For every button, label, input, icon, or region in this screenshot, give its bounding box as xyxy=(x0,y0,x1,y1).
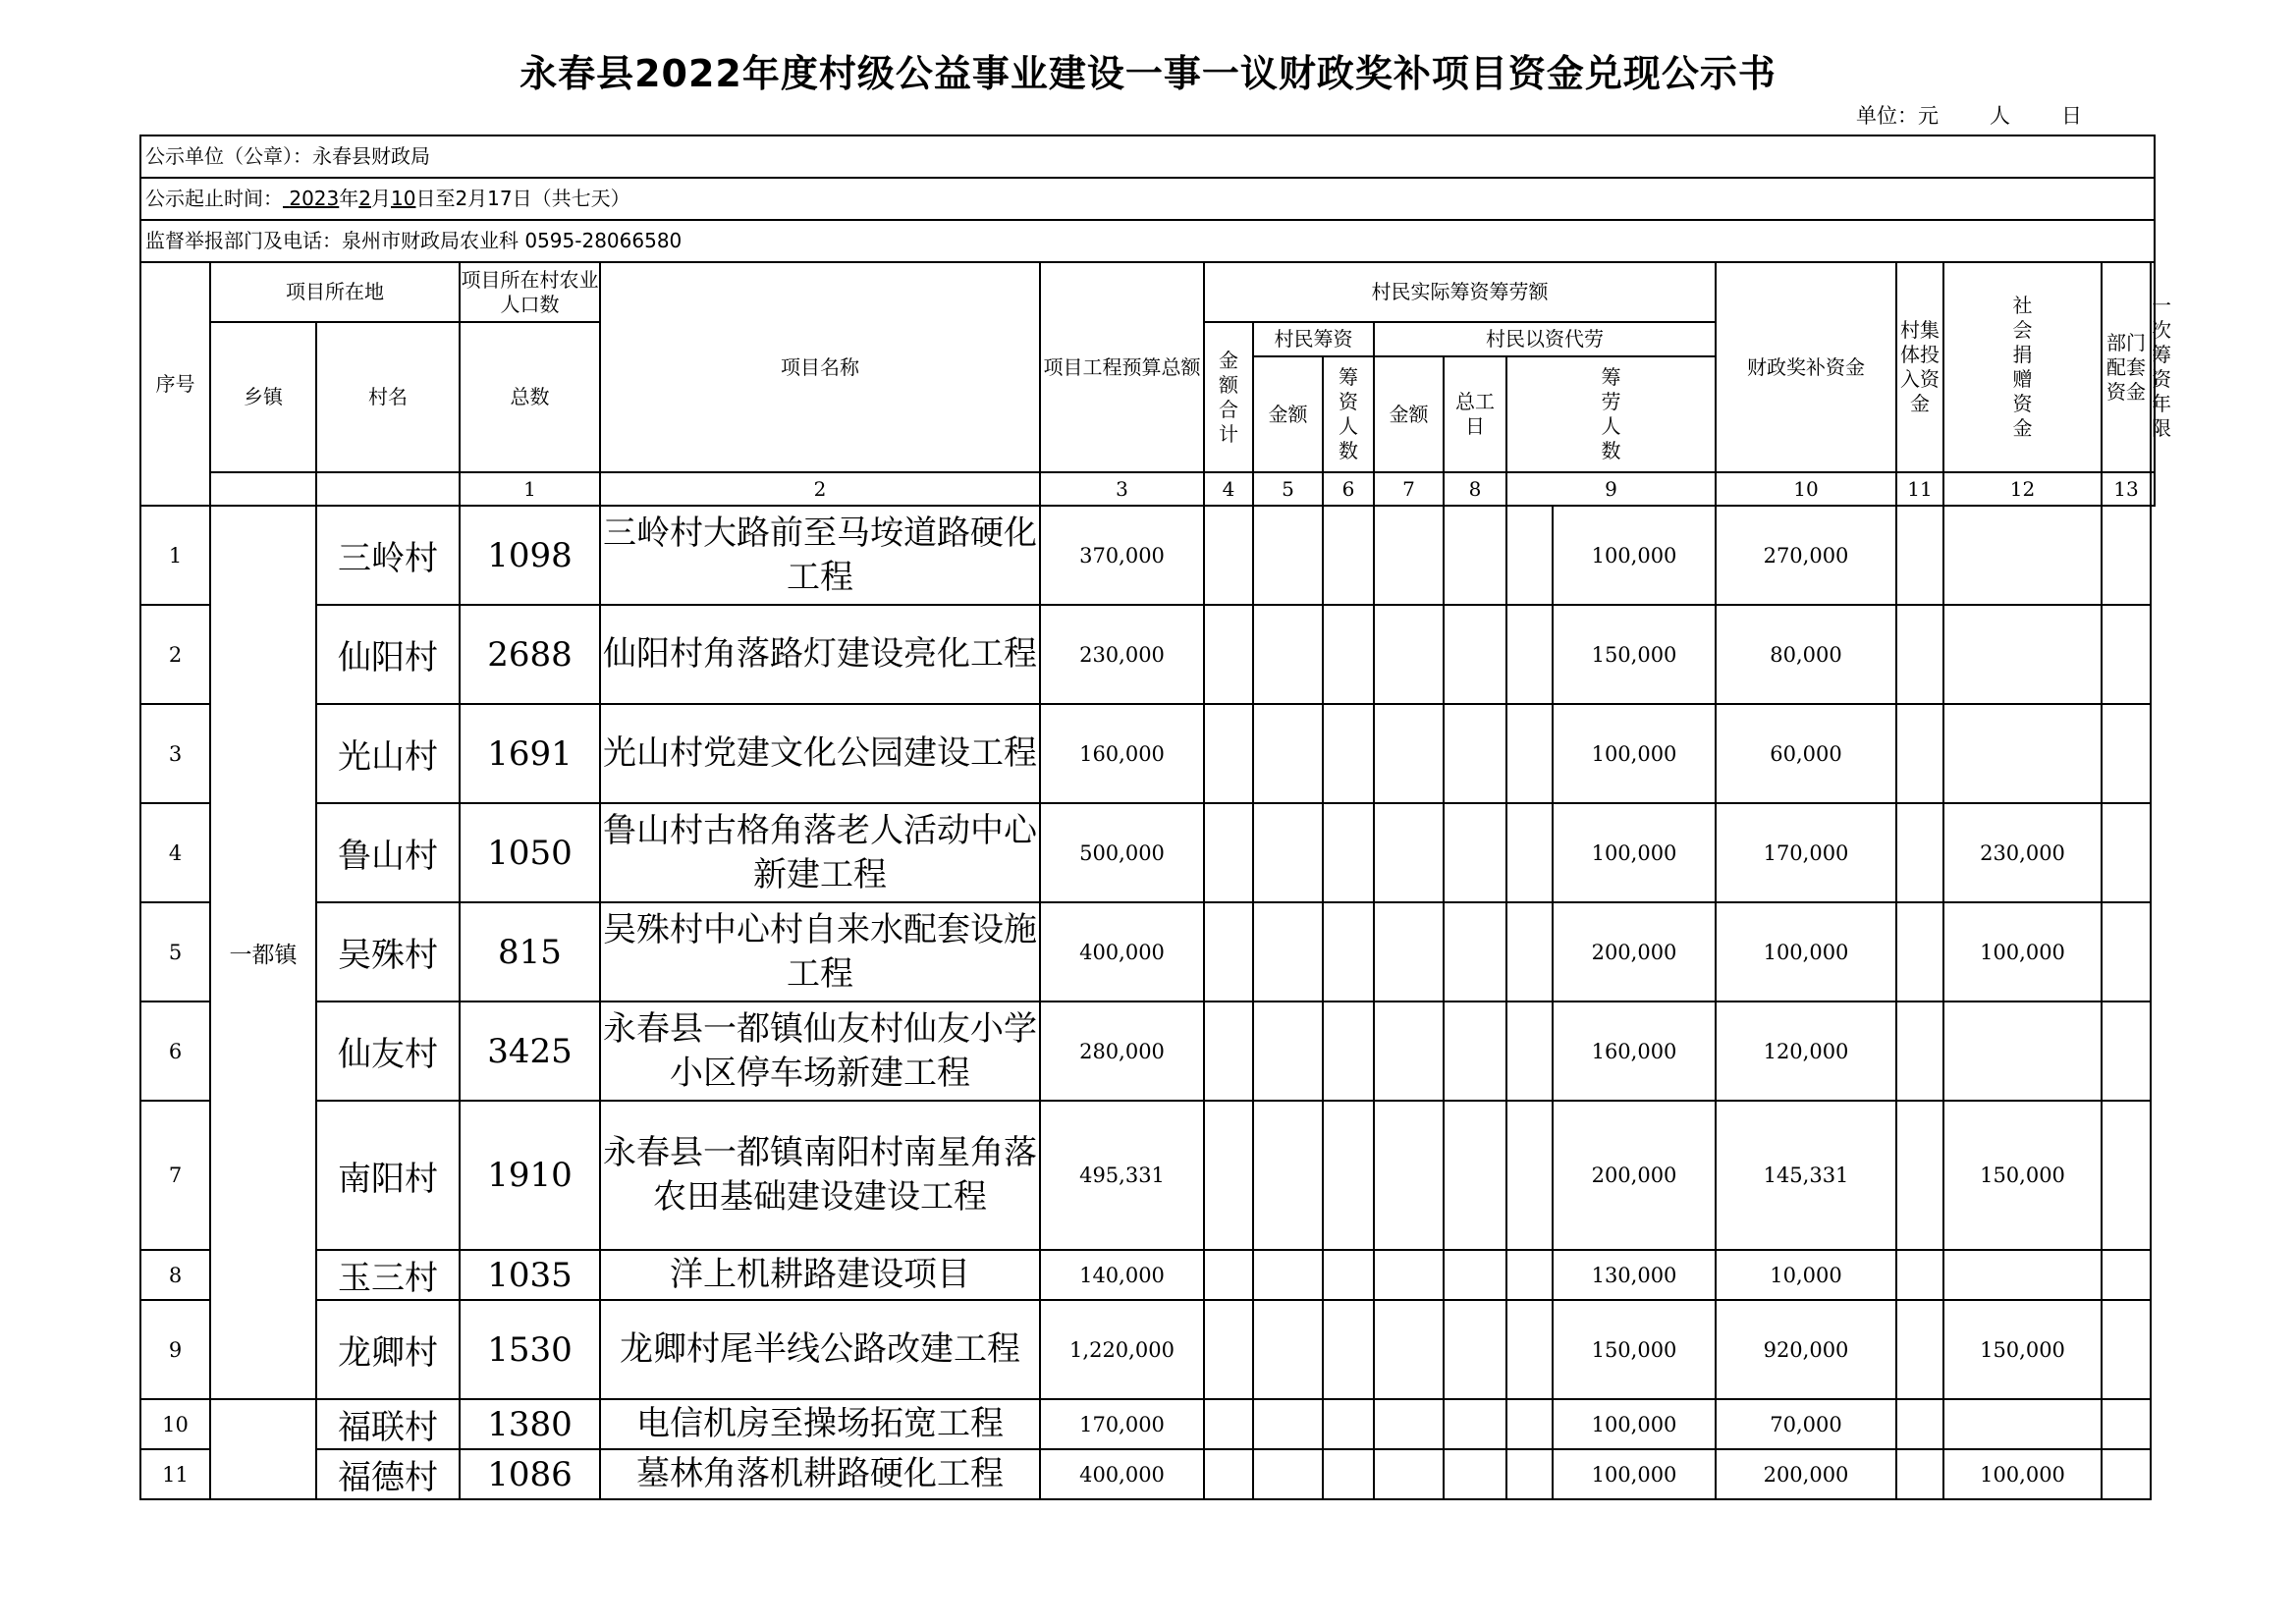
row-c6 xyxy=(1323,1101,1374,1250)
row-seq: 9 xyxy=(140,1300,210,1399)
row-c6 xyxy=(1323,1250,1374,1300)
table-row xyxy=(140,1300,2155,1399)
row-pop: 815 xyxy=(460,902,600,1001)
row-c4 xyxy=(1204,1449,1253,1499)
row-fiscal: 100,000 xyxy=(1553,704,1716,803)
header-collective: 村集体投入资金 xyxy=(1896,262,1943,472)
row-c7 xyxy=(1374,803,1444,902)
row-c6 xyxy=(1323,1399,1374,1449)
row-seq: 10 xyxy=(140,1399,210,1449)
header-pop-group: 项目所在村农业人口数 xyxy=(460,262,600,322)
idx-village xyxy=(316,472,460,506)
header-budget: 项目工程预算总额 xyxy=(1040,262,1204,472)
row-c8 xyxy=(1444,605,1506,704)
row-pop: 1035 xyxy=(460,1250,600,1300)
row-collective: 170,000 xyxy=(1716,803,1896,902)
row-c9 xyxy=(1506,1101,1553,1250)
row-c6 xyxy=(1323,1300,1374,1399)
row-donation xyxy=(1896,803,1943,902)
row-c4 xyxy=(1204,1101,1253,1250)
row-collective: 70,000 xyxy=(1716,1399,1896,1449)
row-c4 xyxy=(1204,803,1253,902)
row-seq: 6 xyxy=(140,1001,210,1101)
row-years xyxy=(2102,1001,2151,1101)
idx-7: 7 xyxy=(1374,472,1444,506)
unit-end: 日 xyxy=(2061,104,2082,128)
row-c8 xyxy=(1444,803,1506,902)
table-row xyxy=(140,1250,2155,1300)
idx-12: 12 xyxy=(1943,472,2102,506)
row-c7 xyxy=(1374,902,1444,1001)
row-village: 龙卿村 xyxy=(316,1300,460,1399)
header-lf-people: 筹 劳 人 数 xyxy=(1506,356,1716,472)
header-vf-amount: 金额 xyxy=(1253,356,1323,472)
row-c7 xyxy=(1374,1101,1444,1250)
row-c4 xyxy=(1204,704,1253,803)
idx-5: 5 xyxy=(1253,472,1323,506)
row-c5 xyxy=(1253,902,1323,1001)
row-village: 三岭村 xyxy=(316,506,460,605)
header-dept: 部门配套资金 xyxy=(2102,262,2151,472)
row-c9 xyxy=(1506,1300,1553,1399)
row-budget: 140,000 xyxy=(1040,1250,1204,1300)
idx-11: 11 xyxy=(1896,472,1943,506)
row-village: 仙友村 xyxy=(316,1001,460,1101)
row-donation xyxy=(1896,1001,1943,1101)
header-fiscal: 财政奖补资金 xyxy=(1716,262,1896,472)
row-c6 xyxy=(1323,1449,1374,1499)
row-fiscal: 130,000 xyxy=(1553,1250,1716,1300)
row-project-name: 永春县一都镇仙友村仙友小学小区停车场新建工程 xyxy=(600,1001,1040,1101)
row-c8 xyxy=(1444,1399,1506,1449)
row-c7 xyxy=(1374,1001,1444,1101)
row-pop: 1086 xyxy=(460,1449,600,1499)
row-pop: 1691 xyxy=(460,704,600,803)
row-project-name: 光山村党建文化公园建设工程 xyxy=(600,704,1040,803)
row-village: 光山村 xyxy=(316,704,460,803)
row-dept: 230,000 xyxy=(1943,803,2102,902)
row-donation xyxy=(1896,704,1943,803)
row-collective: 80,000 xyxy=(1716,605,1896,704)
row-dept xyxy=(1943,1399,2102,1449)
row-c5 xyxy=(1253,1001,1323,1101)
table-row xyxy=(140,1001,2155,1101)
row-c4 xyxy=(1204,1001,1253,1101)
row-donation xyxy=(1896,506,1943,605)
idx-3: 3 xyxy=(1040,472,1204,506)
row-c4 xyxy=(1204,605,1253,704)
row-pop: 1530 xyxy=(460,1300,600,1399)
period-prefix: 公示起止时间： xyxy=(145,187,283,210)
row-years xyxy=(2102,1300,2151,1399)
row-c6 xyxy=(1323,506,1374,605)
row-pop: 3425 xyxy=(460,1001,600,1101)
row-donation xyxy=(1896,1101,1943,1250)
row-years xyxy=(2102,902,2151,1001)
row-c9 xyxy=(1506,1449,1553,1499)
row-c9 xyxy=(1506,803,1553,902)
row-fiscal: 100,000 xyxy=(1553,803,1716,902)
row-dept xyxy=(1943,1001,2102,1101)
row-project-name: 永春县一都镇南阳村南星角落农田基础建设建设工程 xyxy=(600,1101,1040,1250)
row-pop: 1050 xyxy=(460,803,600,902)
row-collective: 200,000 xyxy=(1716,1449,1896,1499)
row-c7 xyxy=(1374,506,1444,605)
row-village: 仙阳村 xyxy=(316,605,460,704)
unit-label: 单位：元 xyxy=(1856,104,1939,128)
table-row xyxy=(140,1399,2155,1449)
row-project-name: 仙阳村角落路灯建设亮化工程 xyxy=(600,605,1040,704)
row-c8 xyxy=(1444,902,1506,1001)
row-c5 xyxy=(1253,1300,1323,1399)
row-c7 xyxy=(1374,1300,1444,1399)
row-donation xyxy=(1896,1250,1943,1300)
period-month: 2 xyxy=(358,187,371,210)
table-row xyxy=(140,1449,2155,1499)
row-c4 xyxy=(1204,1300,1253,1399)
row-village: 鲁山村 xyxy=(316,803,460,902)
row-dept xyxy=(1943,1250,2102,1300)
idx-9: 9 xyxy=(1506,472,1716,506)
period-rest: 日至2月17日（共七天） xyxy=(415,187,630,210)
row-c8 xyxy=(1444,1449,1506,1499)
header-lf-workdays: 总工 日 xyxy=(1444,356,1506,472)
row-donation xyxy=(1896,902,1943,1001)
table-row xyxy=(140,704,2155,803)
row-c5 xyxy=(1253,704,1323,803)
header-vf-people: 筹 资 人 数 xyxy=(1323,356,1374,472)
row-dept: 150,000 xyxy=(1943,1101,2102,1250)
idx-1: 1 xyxy=(460,472,600,506)
row-seq: 1 xyxy=(140,506,210,605)
idx-10: 10 xyxy=(1716,472,1896,506)
table-row xyxy=(140,902,2155,1001)
unit-mid: 人 xyxy=(1990,104,2010,128)
row-c7 xyxy=(1374,1449,1444,1499)
row-dept: 100,000 xyxy=(1943,1449,2102,1499)
info-unit: 公示单位（公章）：永春县财政局 xyxy=(145,144,430,168)
row-fiscal: 100,000 xyxy=(1553,506,1716,605)
row-c7 xyxy=(1374,605,1444,704)
row-budget: 500,000 xyxy=(1040,803,1204,902)
table-row xyxy=(140,506,2155,605)
header-villager-group: 村民实际筹资筹劳额 xyxy=(1204,262,1716,322)
row-town-empty xyxy=(210,1399,316,1449)
row-c9 xyxy=(1506,1399,1553,1449)
row-fiscal: 100,000 xyxy=(1553,1399,1716,1449)
row-collective: 60,000 xyxy=(1716,704,1896,803)
row-c8 xyxy=(1444,1101,1506,1250)
idx-8: 8 xyxy=(1444,472,1506,506)
row-project-name: 龙卿村尾半线公路改建工程 xyxy=(600,1300,1040,1399)
row-pop: 1910 xyxy=(460,1101,600,1250)
row-fiscal: 160,000 xyxy=(1553,1001,1716,1101)
row-pop: 2688 xyxy=(460,605,600,704)
period-month-char: 月 xyxy=(371,187,391,210)
row-c9 xyxy=(1506,506,1553,605)
idx-4: 4 xyxy=(1204,472,1253,506)
page-title: 永春县2022年度村级公益事业建设一事一议财政奖补项目资金兑现公示书 xyxy=(519,52,1777,95)
row-fiscal: 200,000 xyxy=(1553,902,1716,1001)
row-town: 一都镇 xyxy=(210,506,316,1399)
row-project-name: 墓林角落机耕路硬化工程 xyxy=(600,1449,1040,1499)
row-village: 玉三村 xyxy=(316,1250,460,1300)
row-collective: 10,000 xyxy=(1716,1250,1896,1300)
row-years xyxy=(2102,506,2151,605)
row-c9 xyxy=(1506,902,1553,1001)
row-c4 xyxy=(1204,506,1253,605)
idx-14 xyxy=(2151,472,2155,506)
row-c7 xyxy=(1374,704,1444,803)
row-village: 吴殊村 xyxy=(316,902,460,1001)
info-unit-row xyxy=(139,135,2156,177)
row-village: 南阳村 xyxy=(316,1101,460,1250)
table-row xyxy=(140,1101,2155,1250)
row-project-name: 电信机房至操场拓宽工程 xyxy=(600,1399,1040,1449)
row-donation xyxy=(1896,1449,1943,1499)
row-collective: 145,331 xyxy=(1716,1101,1896,1250)
row-budget: 160,000 xyxy=(1040,704,1204,803)
row-budget: 1,220,000 xyxy=(1040,1300,1204,1399)
row-donation xyxy=(1896,1399,1943,1449)
row-project-name: 三岭村大路前至马垵道路硬化工程 xyxy=(600,506,1040,605)
table-row xyxy=(140,605,2155,704)
row-budget: 170,000 xyxy=(1040,1399,1204,1449)
row-town-empty xyxy=(210,1449,316,1499)
row-collective: 920,000 xyxy=(1716,1300,1896,1399)
row-c5 xyxy=(1253,506,1323,605)
row-c6 xyxy=(1323,605,1374,704)
row-c5 xyxy=(1253,605,1323,704)
row-budget: 370,000 xyxy=(1040,506,1204,605)
row-c6 xyxy=(1323,803,1374,902)
header-town: 乡镇 xyxy=(210,322,316,472)
row-c9 xyxy=(1506,1250,1553,1300)
info-supervise-row xyxy=(139,219,2156,261)
period-day: 10 xyxy=(391,187,416,210)
header-index-row xyxy=(140,472,2155,506)
row-budget: 400,000 xyxy=(1040,902,1204,1001)
row-collective: 100,000 xyxy=(1716,902,1896,1001)
info-supervise: 监督举报部门及电话：泉州市财政局农业科 0595-28066580 xyxy=(145,229,683,252)
row-c8 xyxy=(1444,704,1506,803)
row-dept: 150,000 xyxy=(1943,1300,2102,1399)
row-c7 xyxy=(1374,1250,1444,1300)
header-village: 村名 xyxy=(316,322,460,472)
info-period-row xyxy=(139,177,2156,219)
row-donation xyxy=(1896,605,1943,704)
row-dept xyxy=(1943,506,2102,605)
row-budget: 230,000 xyxy=(1040,605,1204,704)
row-c5 xyxy=(1253,1399,1323,1449)
header-location: 项目所在地 xyxy=(210,262,460,322)
row-c5 xyxy=(1253,1250,1323,1300)
row-c5 xyxy=(1253,1101,1323,1250)
idx-6: 6 xyxy=(1323,472,1374,506)
row-years xyxy=(2102,1449,2151,1499)
row-fiscal: 150,000 xyxy=(1553,1300,1716,1399)
idx-town xyxy=(210,472,316,506)
row-dept: 100,000 xyxy=(1943,902,2102,1001)
row-fiscal: 150,000 xyxy=(1553,605,1716,704)
row-seq: 3 xyxy=(140,704,210,803)
row-seq: 4 xyxy=(140,803,210,902)
row-collective: 120,000 xyxy=(1716,1001,1896,1101)
row-c6 xyxy=(1323,704,1374,803)
header-years: 一 次 筹 资 年 限 xyxy=(2151,262,2155,472)
row-c9 xyxy=(1506,704,1553,803)
row-project-name: 吴殊村中心村自来水配套设施工程 xyxy=(600,902,1040,1001)
row-collective: 270,000 xyxy=(1716,506,1896,605)
row-c8 xyxy=(1444,1001,1506,1101)
row-c6 xyxy=(1323,1001,1374,1101)
project-table xyxy=(139,261,2171,1500)
row-c5 xyxy=(1253,1449,1323,1499)
row-c8 xyxy=(1444,1250,1506,1300)
idx-13: 13 xyxy=(2102,472,2151,506)
row-c7 xyxy=(1374,1399,1444,1449)
row-village: 福联村 xyxy=(316,1399,460,1449)
header-pop-total: 总数 xyxy=(460,322,600,472)
row-dept xyxy=(1943,704,2102,803)
header-labor-fund: 村民以资代劳 xyxy=(1374,322,1716,356)
row-seq: 11 xyxy=(140,1449,210,1499)
row-c5 xyxy=(1253,803,1323,902)
row-c4 xyxy=(1204,1399,1253,1449)
row-c6 xyxy=(1323,902,1374,1001)
row-budget: 495,331 xyxy=(1040,1101,1204,1250)
row-years xyxy=(2102,1101,2151,1250)
period-year: 2023 xyxy=(289,187,340,210)
row-pop: 1098 xyxy=(460,506,600,605)
table-row xyxy=(140,803,2155,902)
row-c8 xyxy=(1444,506,1506,605)
row-seq: 2 xyxy=(140,605,210,704)
row-seq: 5 xyxy=(140,902,210,1001)
row-c8 xyxy=(1444,1300,1506,1399)
row-pop: 1380 xyxy=(460,1399,600,1449)
header-donation: 社 会 捐 赠 资 金 xyxy=(1943,262,2102,472)
row-fiscal: 200,000 xyxy=(1553,1101,1716,1250)
row-years xyxy=(2102,803,2151,902)
row-years xyxy=(2102,1250,2151,1300)
header-total-amount: 金 额 合 计 xyxy=(1204,322,1253,472)
row-dept xyxy=(1943,605,2102,704)
header-seq: 序号 xyxy=(140,262,210,506)
row-c9 xyxy=(1506,1001,1553,1101)
header-lf-amount: 金额 xyxy=(1374,356,1444,472)
idx-2: 2 xyxy=(600,472,1040,506)
period-year-char: 年 xyxy=(339,187,359,210)
row-donation xyxy=(1896,1300,1943,1399)
header-row-1 xyxy=(140,262,2155,322)
row-c4 xyxy=(1204,902,1253,1001)
row-c9 xyxy=(1506,605,1553,704)
row-fiscal: 100,000 xyxy=(1553,1449,1716,1499)
header-project-name: 项目名称 xyxy=(600,262,1040,472)
unit-line xyxy=(1856,100,2082,130)
row-years xyxy=(2102,605,2151,704)
row-years xyxy=(2102,704,2151,803)
row-budget: 400,000 xyxy=(1040,1449,1204,1499)
row-years xyxy=(2102,1399,2151,1449)
row-seq: 8 xyxy=(140,1250,210,1300)
row-project-name: 鲁山村古格角落老人活动中心新建工程 xyxy=(600,803,1040,902)
row-project-name: 洋上机耕路建设项目 xyxy=(600,1250,1040,1300)
row-c4 xyxy=(1204,1250,1253,1300)
row-budget: 280,000 xyxy=(1040,1001,1204,1101)
row-village: 福德村 xyxy=(316,1449,460,1499)
header-villager-fund: 村民筹资 xyxy=(1253,322,1374,356)
row-seq: 7 xyxy=(140,1101,210,1250)
